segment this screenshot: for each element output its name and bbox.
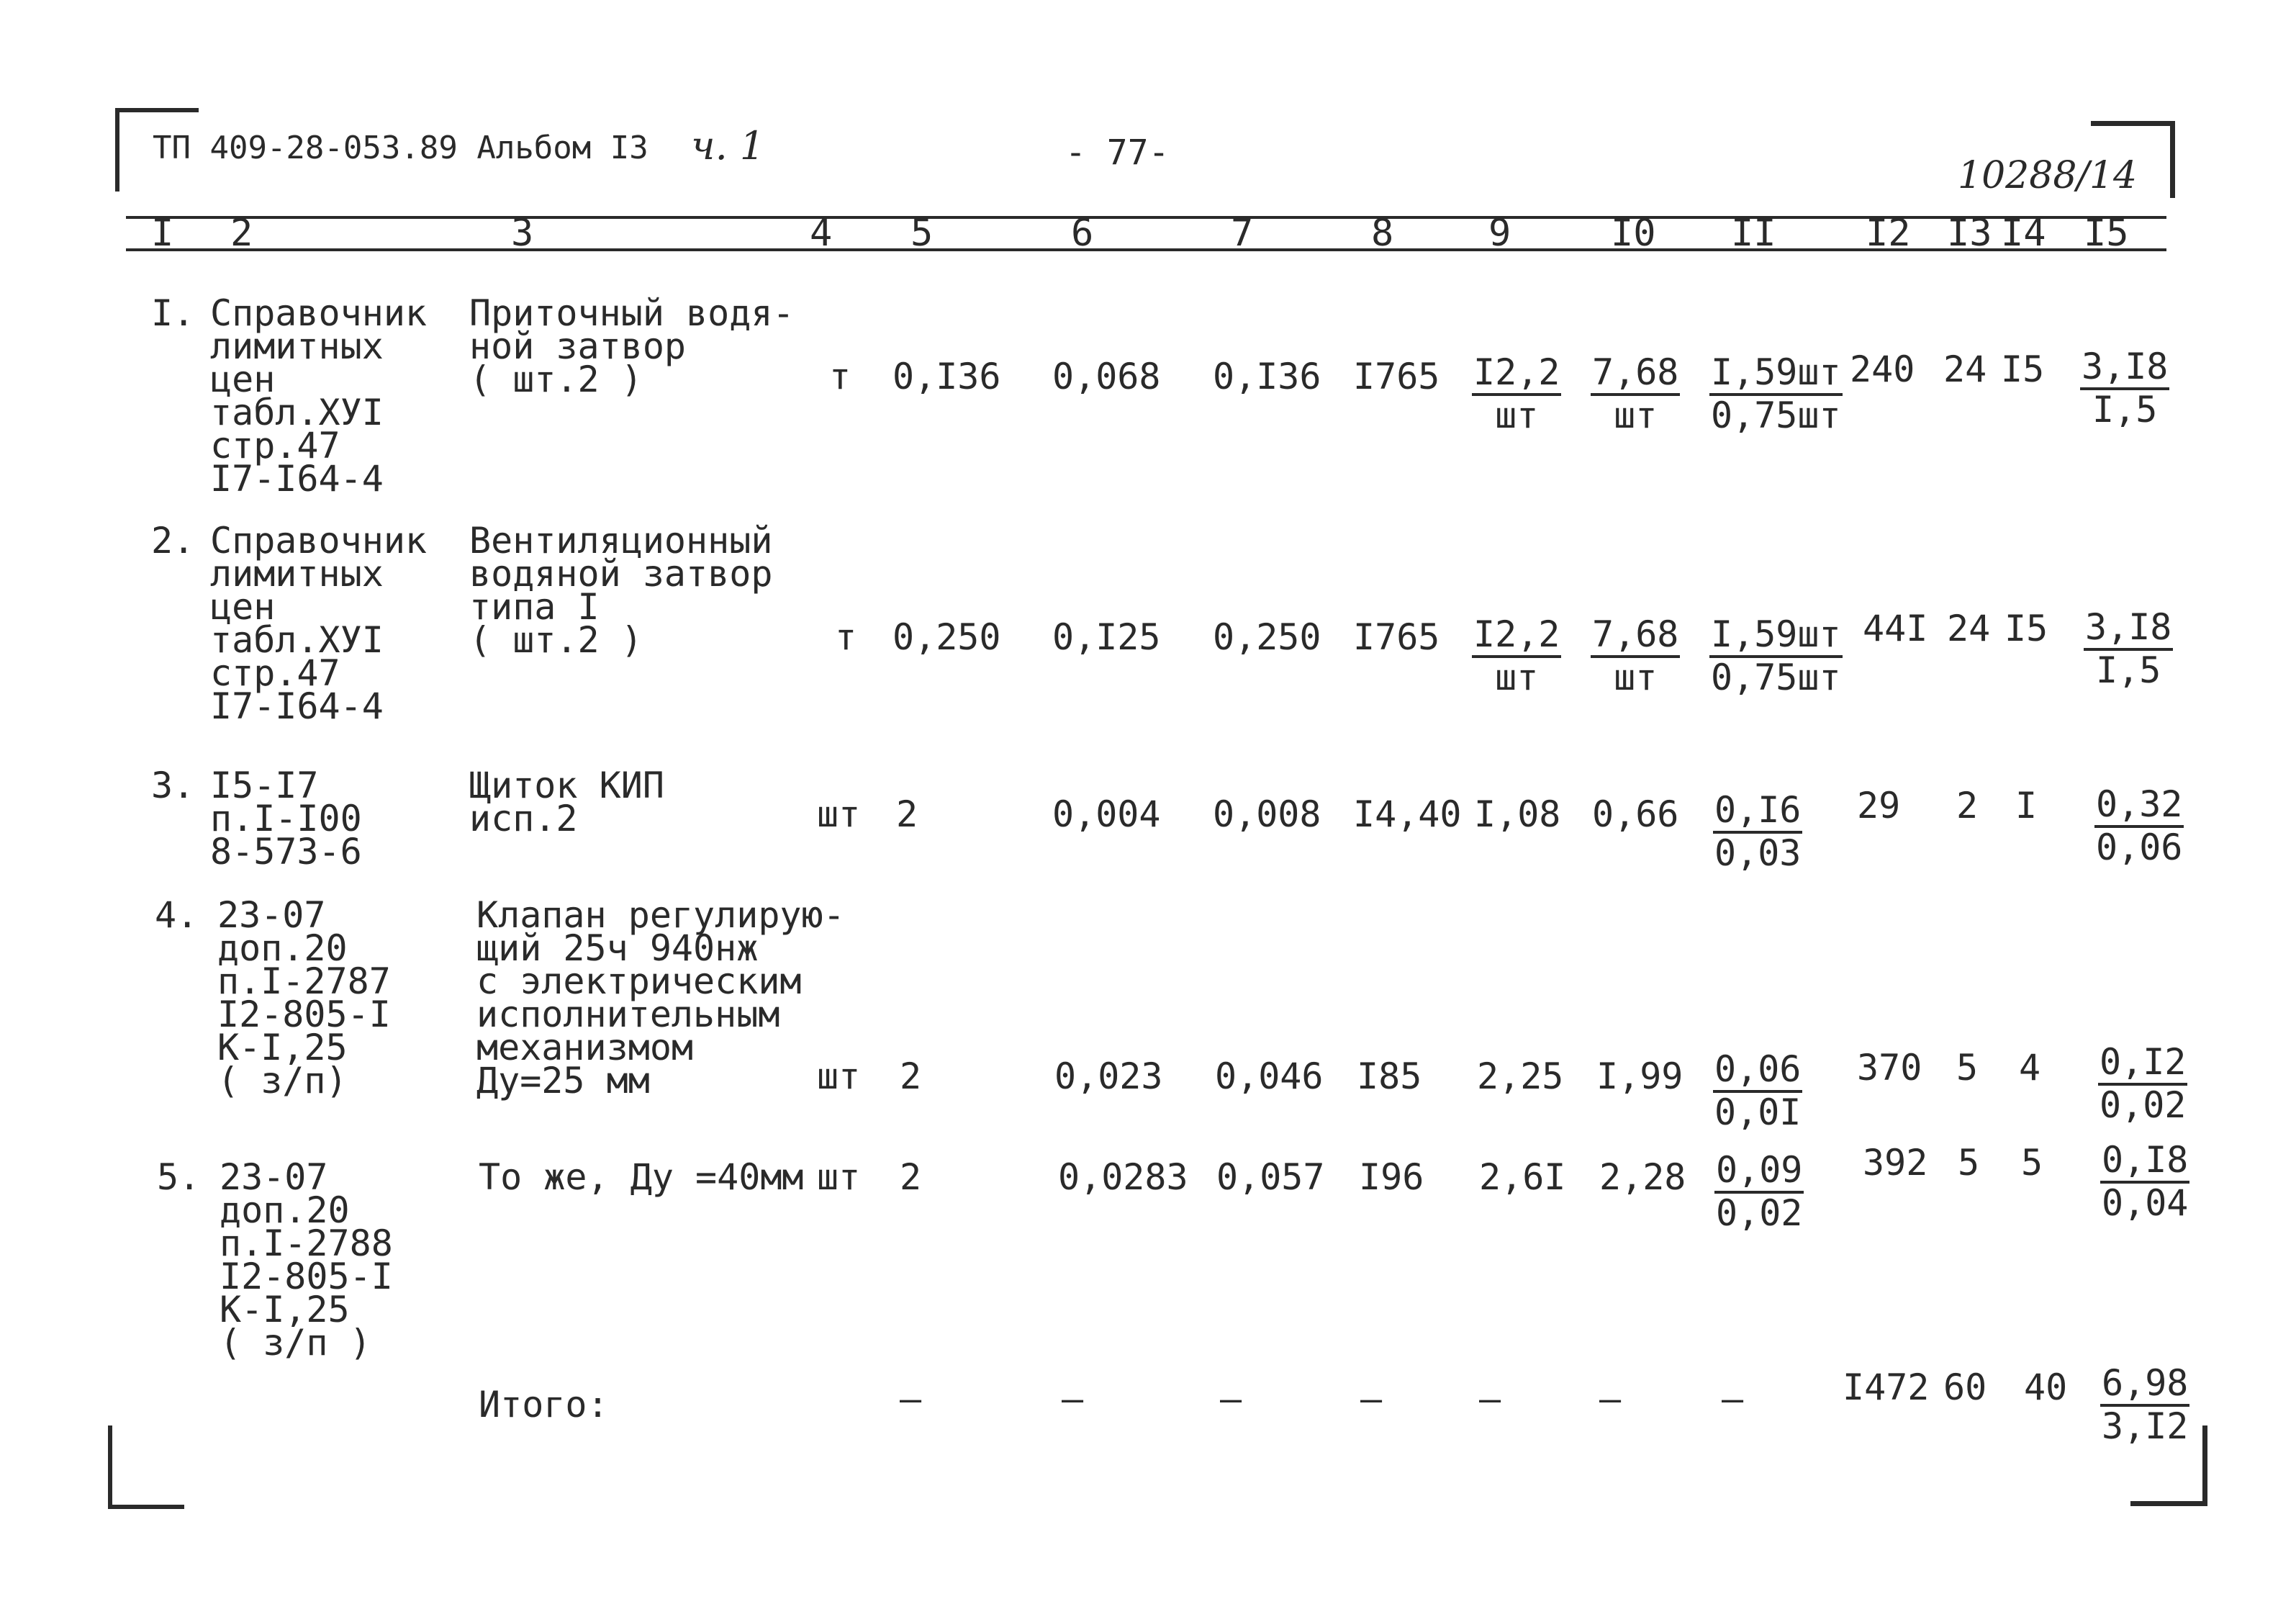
column-number: 6 [1071, 212, 1094, 255]
cell-value: 0,I36 [892, 356, 1001, 397]
fraction-numerator: 0,32 [2094, 786, 2184, 828]
fraction-value [2098, 1041, 2187, 1126]
cell-value: 240 [1850, 348, 1915, 390]
dash: – [1722, 1378, 1744, 1420]
fraction-denominator: 0,04 [2102, 1182, 2189, 1224]
fraction-denominator: шт [1495, 657, 1539, 698]
row-number: I. [151, 292, 195, 334]
row-number: 2. [151, 520, 195, 562]
cell-value: 2,28 [1599, 1156, 1686, 1198]
dash: – [1479, 1378, 1501, 1420]
fraction-value [1713, 1048, 1802, 1133]
fraction-denominator: 0,06 [2096, 826, 2183, 868]
fraction-denominator: 0,75шт [1711, 395, 1841, 436]
unit: т [835, 616, 857, 658]
column-number: 5 [910, 212, 934, 255]
fraction-denominator: 0,02 [1716, 1192, 1803, 1234]
fraction-numerator: I,59шт [1709, 616, 1843, 658]
fraction-value [2084, 606, 2173, 691]
cell-value: 0,023 [1054, 1055, 1163, 1097]
cell-value: 4 [2019, 1047, 2041, 1089]
fraction-numerator: I2,2 [1472, 354, 1561, 396]
column-number: 8 [1371, 212, 1394, 255]
cell-value: 24 [1943, 348, 1987, 390]
fraction-denominator: 0,02 [2100, 1084, 2187, 1126]
total-value: I472 [1843, 1366, 1930, 1408]
fraction-numerator: 7,68 [1591, 354, 1680, 396]
fraction-denominator: 3,I2 [2102, 1405, 2189, 1447]
item-name: Клапан регулирую- щий 25ч 940нж с электрическим исполнительным механизмом Ду=25 мм [476, 894, 845, 1102]
cell-value: 0,046 [1215, 1055, 1324, 1097]
cell-value: 2,6I [1479, 1156, 1566, 1198]
cell-value: 2,25 [1477, 1055, 1564, 1097]
cell-value: I,99 [1596, 1055, 1683, 1097]
cell-value: I96 [1359, 1156, 1424, 1198]
fraction-value [1591, 613, 1680, 698]
cell-value: I85 [1357, 1055, 1422, 1097]
total-value: 40 [2024, 1366, 2068, 1408]
column-number: I2 [1866, 212, 1911, 255]
fraction-value [1472, 351, 1561, 436]
fraction-value [1709, 613, 1843, 698]
fraction-denominator: 0,0I [1714, 1091, 1802, 1133]
part-handwritten: ч. 1 [691, 123, 765, 168]
cell-value: 5 [2021, 1142, 2043, 1184]
cell-value: 0,068 [1052, 356, 1161, 397]
cell-value: 392 [1863, 1142, 1928, 1184]
cell-value: 0,250 [1213, 616, 1321, 658]
fraction-denominator: I,5 [2096, 649, 2161, 691]
fraction-value [1591, 351, 1680, 436]
column-number: 9 [1488, 212, 1511, 255]
column-number: I4 [2001, 212, 2046, 255]
page-number: - 77- [1065, 132, 1170, 173]
fraction-numerator: 7,68 [1591, 616, 1680, 658]
fraction-numerator: 3,I8 [2080, 348, 2169, 390]
item-name: Приточный водя- ной затвор ( шт.2 ) [469, 292, 795, 400]
row-number: 4. [155, 894, 199, 936]
cell-value: I,08 [1474, 793, 1561, 835]
fraction-numerator: I,59шт [1709, 354, 1843, 396]
unit: шт [817, 1055, 861, 1097]
fraction-numerator: 0,06 [1713, 1051, 1802, 1093]
item-name: Щиток КИП исп.2 [469, 765, 664, 839]
cell-value: 0,I25 [1052, 616, 1161, 658]
cell-value: 0,004 [1052, 793, 1161, 835]
unit: шт [817, 1156, 861, 1198]
fraction-denominator: шт [1614, 395, 1658, 436]
column-number: I5 [2084, 212, 2129, 255]
item-name: Вентиляционный водяной затвор типа I ( шт.2 ) [469, 520, 773, 661]
archive-number: 10288/14 [1958, 154, 2138, 197]
cell-value: 29 [1857, 785, 1901, 826]
fraction-value [2080, 346, 2169, 431]
cell-value: 0,66 [1592, 793, 1679, 835]
source-reference: I5-I7 п.I-I00 8-573-6 [210, 765, 362, 873]
cell-value: 44I [1863, 608, 1928, 649]
cell-value: I4,40 [1353, 793, 1462, 835]
cell-value: I765 [1353, 616, 1440, 658]
fraction-denominator: шт [1614, 657, 1658, 698]
fraction-numerator: 0,I2 [2098, 1044, 2187, 1086]
fraction-numerator: 6,98 [2100, 1365, 2189, 1407]
cell-value: I5 [2005, 608, 2048, 649]
cell-value: 24 [1947, 608, 1991, 649]
cell-value: 0,057 [1216, 1156, 1325, 1198]
column-number: I [151, 212, 174, 255]
column-number: II [1731, 212, 1776, 255]
column-number: I0 [1611, 212, 1656, 255]
source-reference: 23-07 доп.20 п.I-2787 I2-805-I К-I,25 ( з/п) [217, 894, 391, 1102]
row-number: 5. [157, 1156, 201, 1198]
column-number: 3 [511, 212, 534, 255]
cell-value: 0,008 [1213, 793, 1321, 835]
total-value: 60 [1943, 1366, 1987, 1408]
fraction-numerator: 3,I8 [2084, 609, 2173, 651]
fraction-value [2100, 1362, 2189, 1447]
document-reference: ТП 409-28-053.89 Альбом I3 [153, 130, 648, 166]
item-name: То же, Ду =40мм [479, 1156, 804, 1198]
fraction-value [2094, 783, 2184, 868]
fraction-numerator: 0,09 [1714, 1152, 1804, 1194]
dash: – [1062, 1378, 1084, 1420]
fraction-denominator: I,5 [2092, 389, 2158, 431]
dash: – [1599, 1378, 1622, 1420]
row-number: 3. [151, 765, 195, 806]
cell-value: 5 [1956, 1047, 1979, 1089]
fraction-numerator: I2,2 [1472, 616, 1561, 658]
cell-value: 2 [1956, 785, 1979, 826]
column-number: 2 [230, 212, 253, 255]
fraction-value [2100, 1139, 2189, 1224]
source-reference: 23-07 доп.20 п.I-2788 I2-805-I К-I,25 ( з/п ) [220, 1156, 393, 1364]
column-number: 7 [1231, 212, 1254, 255]
frame-corner-bottom-left [108, 1425, 184, 1509]
fraction-numerator: 0,I6 [1713, 792, 1802, 834]
dash: – [1360, 1378, 1383, 1420]
column-number: I3 [1947, 212, 1992, 255]
cell-value: 0,250 [892, 616, 1001, 658]
fraction-value [1472, 613, 1561, 698]
unit: т [829, 356, 851, 397]
source-reference: Справочник лимитных цен табл.ХУI стр.47 I7-I64-4 [210, 520, 428, 727]
fraction-value [1713, 789, 1802, 874]
cell-value: 370 [1857, 1047, 1922, 1089]
header-rule-top [126, 216, 2166, 219]
fraction-value [1709, 351, 1843, 436]
dash: – [900, 1378, 922, 1420]
unit: шт [817, 793, 861, 835]
cell-value: I5 [2001, 348, 2045, 390]
column-number: 4 [810, 212, 833, 255]
total-label: Итого: [479, 1384, 609, 1425]
header-rule-bottom [126, 248, 2166, 251]
cell-value: 5 [1958, 1142, 1980, 1184]
fraction-value [1714, 1149, 1804, 1234]
cell-value: 0,I36 [1213, 356, 1321, 397]
dash: – [1220, 1378, 1242, 1420]
cell-value: 2 [896, 793, 918, 835]
fraction-denominator: 0,03 [1714, 832, 1802, 874]
fraction-numerator: 0,I8 [2100, 1142, 2189, 1184]
source-reference: Справочник лимитных цен табл.ХУI стр.47 I7-I64-4 [210, 292, 428, 500]
fraction-denominator: шт [1495, 395, 1539, 436]
cell-value: 2 [900, 1055, 922, 1097]
cell-value: 2 [900, 1156, 922, 1198]
cell-value: 0,0283 [1058, 1156, 1188, 1198]
cell-value: I765 [1353, 356, 1440, 397]
cell-value: I [2015, 785, 2038, 826]
fraction-denominator: 0,75шт [1711, 657, 1841, 698]
